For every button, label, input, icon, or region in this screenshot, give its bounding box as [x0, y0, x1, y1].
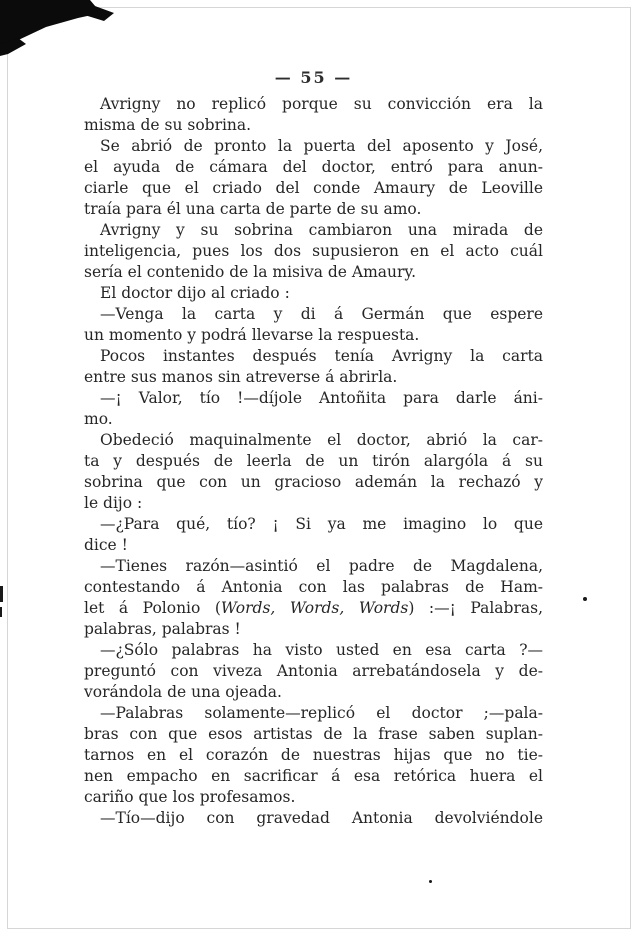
page-content	[84, 68, 543, 829]
text-line: inteligencia, pues los dos supusieron en el acto cuál	[84, 242, 543, 260]
text-line: bras con que esos artistas de la frase saben suplan-	[84, 725, 543, 743]
text-line: sobrina que con un gracioso ademán la rechazó y	[84, 473, 543, 491]
text-line: —Venga la carta y di á Germán que espere	[100, 305, 543, 323]
text-line: Pocos instantes después tenía Avrigny la carta	[100, 347, 543, 365]
text-line: —¡ Valor, tío !—díjole Antoñita para darle áni-	[100, 389, 543, 407]
text-line: ta y después de leerla de un tirón alargóla á su	[84, 452, 543, 470]
ink-speck-dot	[583, 597, 587, 601]
text-line: —¿Sólo palabras ha visto usted en esa carta ?—	[100, 641, 543, 659]
page-number: — 55 —	[274, 68, 353, 87]
text-line: el ayuda de cámara del doctor, entró para anun-	[84, 158, 543, 176]
text-line: —¿Para qué, tío? ¡ Si ya me imagino lo que	[100, 515, 543, 533]
text-line: nen empacho en sacrificar á esa retórica huera el	[84, 767, 543, 785]
text-line: sería el contenido de la misiva de Amaury.	[84, 263, 417, 281]
ink-smudge	[0, 0, 130, 62]
text-line: Obedeció maquinalmente el doctor, abrió la car-	[100, 431, 543, 449]
text-line: ciarle que el criado del conde Amaury de Leoville	[84, 179, 543, 197]
text-line: let á Polonio (Words, Words, Words) :—¡ Palabras,	[84, 599, 544, 617]
text-line: le dijo :	[84, 494, 143, 512]
text-line: Avrigny no replicó porque su convicción era la	[100, 95, 543, 113]
text-line: —Tío—dijo con gravedad Antonia devolviéndole	[100, 809, 543, 827]
text-line: entre sus manos sin atreverse á abrirla.	[84, 368, 398, 386]
text-line: cariño que los profesamos.	[84, 788, 296, 806]
text-line: traía para él una carta de parte de su amo.	[84, 200, 422, 218]
text-line: contestando á Antonia con las palabras de Ham-	[84, 578, 543, 596]
text-line: un momento y podrá llevarse la respuesta.	[84, 326, 420, 344]
ink-speck-left-edge	[0, 607, 2, 617]
text-line: misma de su sobrina.	[84, 116, 252, 134]
ink-speck-left-edge	[0, 586, 3, 602]
text-line: —Tienes razón—asintió el padre de Magdalena,	[100, 557, 543, 575]
text-line: dice !	[84, 536, 128, 554]
text-line: —Palabras solamente—replicó el doctor ;—pala-	[100, 704, 543, 722]
text-line: mo.	[84, 410, 113, 428]
text-block	[84, 94, 543, 829]
text-line: Se abrió de pronto la puerta del aposento y José,	[100, 137, 543, 155]
ink-speck-dot	[429, 880, 432, 883]
text-line: vorándola de una ojeada.	[84, 683, 282, 701]
text-line: preguntó con viveza Antonia arrebatándosela y de-	[84, 662, 543, 680]
text-line: Avrigny y su sobrina cambiaron una mirada de	[100, 221, 543, 239]
text-line: El doctor dijo al criado :	[100, 284, 290, 302]
text-line: tarnos en el corazón de nuestras hijas que no tie-	[84, 746, 543, 764]
text-line: palabras, palabras !	[84, 620, 241, 638]
